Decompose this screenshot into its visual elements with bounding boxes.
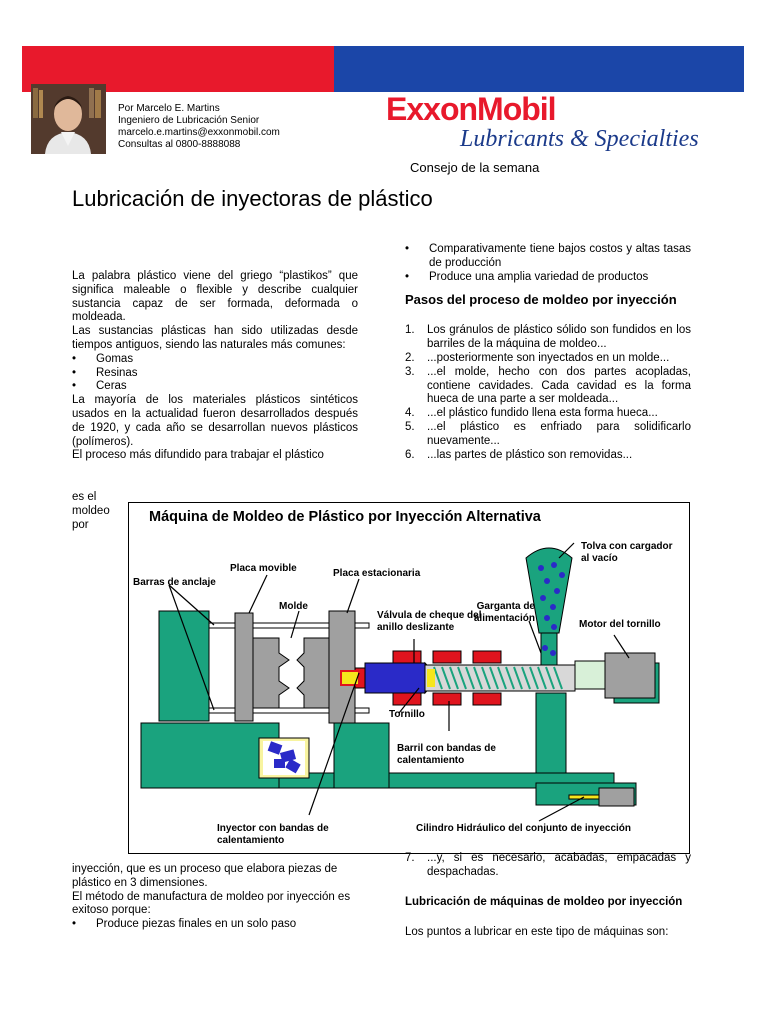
paragraph: La mayoría de los materiales plásticos sintéticos usados en la actualidad fueron desarrollados después de 1920, y cada año se desarrollan nuevos plásticos (polímeros).: [72, 394, 358, 448]
step-number: 3.: [405, 365, 415, 378]
step-item: [405, 352, 691, 366]
paragraph: La palabra plástico viene del griego “plastikos” que significa maleable o flexible y describe cualquier sustancia capaz de ser formada, deformada o moldeada.: [72, 270, 358, 324]
step-number: 4.: [405, 407, 415, 420]
author-block: [118, 103, 280, 151]
logo-sub: Lubricants & Specialties: [460, 126, 699, 152]
label-barras: Barras de anclaje: [133, 577, 216, 588]
label-placa-estacionaria: Placa estacionaria: [333, 568, 421, 579]
paragraph: El proceso más difundido para trabajar el plástico: [72, 449, 324, 462]
exxonmobil-logo: [386, 92, 699, 152]
paragraph: Las sustancias plásticas han sido utilizadas desde tiempos antiguos, siendo las naturales más comunes:: [72, 325, 358, 351]
step-item: [405, 366, 691, 407]
header-band-blue: [334, 46, 744, 92]
list-item: • Comparativamente tiene bajos costos y altas tasas de producción: [405, 243, 691, 271]
list-item: • Produce una amplia variedad de productos: [405, 271, 691, 285]
step-item: [405, 449, 691, 463]
step-text: ...las partes de plástico son removidas...: [427, 448, 633, 461]
label-placa-movible: Placa movible: [230, 563, 297, 574]
step-text: ...y, si es necesario, acabadas, empacadas y despachadas.: [427, 852, 691, 878]
step-text: ...el plástico es enfriado para solidificarlo nuevamente...: [427, 420, 691, 447]
diagram-title: Máquina de Moldeo de Plástico por Inyección Alternativa: [149, 509, 541, 525]
step-item: [405, 407, 691, 421]
right-column: [405, 243, 691, 462]
label-tornillo: Tornillo: [389, 709, 425, 720]
label-molde: Molde: [279, 601, 308, 612]
section-heading: Lubricación de máquinas de moldeo por inyección: [405, 895, 683, 908]
list-item: • Produce piezas finales en un solo paso: [72, 918, 358, 932]
label-valvula: Válvula de cheque del anillo deslizante: [377, 610, 482, 633]
author-phone: Consultas al 0800-8888088: [118, 139, 241, 150]
section-heading: Pasos del proceso de moldeo por inyección: [405, 292, 677, 308]
label-inyector: Inyector con bandas de calentamiento: [217, 823, 329, 846]
injection-machine-diagram: [128, 502, 690, 854]
step-item: [405, 421, 691, 449]
page-title: Lubricación de inyectoras de plástico: [72, 186, 433, 211]
paragraph: Los puntos a lubricar en este tipo de máquinas son:: [405, 925, 669, 938]
author-photo: [31, 84, 106, 154]
paragraph-continuation: es el moldeo por: [72, 491, 110, 531]
step-text: Los gránulos de plástico sólido son fundidos en los barriles de la máquina de moldeo...: [427, 324, 691, 351]
tip-label: Consejo de la semana: [410, 160, 540, 175]
label-tolva: Tolva con cargador al vacío: [581, 541, 673, 564]
list-item: • Gomas: [72, 353, 358, 367]
step-number: 2.: [405, 351, 415, 364]
label-barril: Barril con bandas de calentamiento: [397, 743, 496, 766]
author-role: Ingeniero de Lubricación Senior: [118, 115, 260, 126]
step-number: 6.: [405, 448, 415, 461]
step-number: 1.: [405, 324, 415, 337]
left-column: [72, 270, 358, 463]
label-garganta: Garganta de alimentación: [473, 601, 535, 624]
step-item: [405, 324, 691, 352]
list-item: • Ceras: [72, 380, 358, 394]
step-text: ...el molde, hecho con dos partes acopladas, contiene cavidades. Cada cavidad es la forma hueca de una parte a ser moldeada...: [427, 365, 691, 406]
step-text: ...posteriormente son inyectados en un molde...: [427, 351, 670, 364]
step-number: 5.: [405, 420, 415, 433]
step-item: [405, 852, 691, 880]
step-text: ...el plástico fundido llena esta forma hueca...: [427, 407, 658, 420]
bottom-right-column: [405, 852, 691, 939]
author-email[interactable]: marcelo.e.martins@exxonmobil.com: [118, 127, 280, 138]
list-item: • Resinas: [72, 367, 358, 381]
author-name: Por Marcelo E. Martins: [118, 103, 220, 114]
label-cilindro: Cilindro Hidráulico del conjunto de inyección: [416, 823, 632, 834]
paragraph: inyección, que es un proceso que elabora piezas de plástico en 3 dimensiones.: [72, 863, 338, 889]
label-motor: Motor del tornillo: [579, 619, 661, 630]
paragraph: El método de manufactura de moldeo por inyección es exitoso porque:: [72, 890, 351, 917]
bottom-left-column: [72, 863, 358, 932]
step-number: 7.: [405, 852, 415, 864]
logo-main: ExxonMobil: [386, 91, 556, 127]
